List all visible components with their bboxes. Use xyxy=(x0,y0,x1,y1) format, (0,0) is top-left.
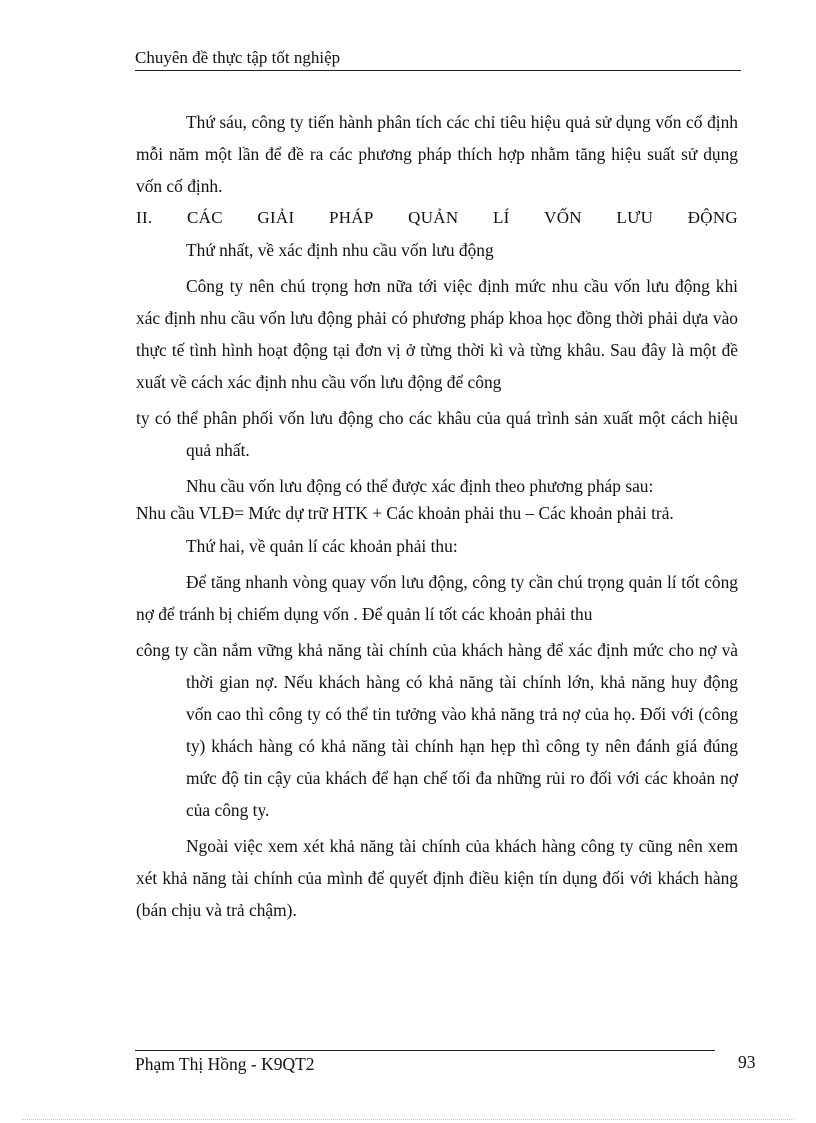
section-word: PHÁP xyxy=(328,208,374,227)
paragraph-9: Ngoài việc xem xét khả năng tài chính của khách hàng công ty cũng nên xem xét khả năng tài chính của mình để quyết định điều kiện tín dụng đối với khách hàng (bán chịu và trả chậm). xyxy=(136,836,738,920)
section-word: VỐN xyxy=(544,208,582,227)
footer-author: Phạm Thị Hồng - K9QT2 xyxy=(135,1054,315,1074)
section-word: QUẢN xyxy=(408,208,459,227)
paragraph-3: Công ty nên chú trọng hơn nữa tới việc định mức nhu cầu vốn lưu động khi xác định nhu cầu vốn lưu động phải có phương pháp khoa học đồng thời phải dựa vào thực tế tình hình hoạt động tại đơn vị ở từng thời kì và từng khâu. Sau đây là một đề xuất về cách xác định nhu cầu vốn lưu động để công xyxy=(136,276,738,392)
paragraph-6: Thứ hai, về quản lí các khoản phải thu: xyxy=(186,536,458,556)
page-header-title: Chuyên đề thực tập tốt nghiệp xyxy=(135,48,341,67)
page-number: 93 xyxy=(738,1052,756,1072)
section-heading xyxy=(136,202,738,234)
section-word: LÍ xyxy=(492,208,510,227)
paragraph-7: Để tăng nhanh vòng quay vốn lưu động, công ty cần chú trọng quản lí tốt công nợ để tránh bị chiếm dụng vốn . Để quản lí tốt các khoản phải thu xyxy=(136,572,738,624)
section-word: LƯU xyxy=(616,208,654,227)
section-word: ĐỘNG xyxy=(687,208,738,227)
header-divider xyxy=(135,70,741,71)
paragraph-2: Thứ nhất, về xác định nhu cầu vốn lưu động xyxy=(186,240,494,260)
formula-line: Nhu cầu VLĐ= Mức dự trữ HTK + Các khoản phải thu – Các khoản phải trả. xyxy=(136,503,674,523)
section-word: CÁC xyxy=(187,208,223,227)
paragraph-4: ty có thể phân phối vốn lưu động cho các khâu của quá trình sản xuất một cách hiệu quả nhất. xyxy=(136,408,738,460)
paragraph-1: Thứ sáu, công ty tiến hành phân tích các chỉ tiêu hiệu quả sử dụng vốn cố định mỗi năm một lần để đề ra các phương pháp thích hợp nhằm tăng hiệu suất sử dụng vốn cố định. xyxy=(136,112,738,196)
footer-divider xyxy=(135,1050,715,1051)
page-edge-line xyxy=(22,1119,794,1120)
section-word: GIẢI xyxy=(257,208,295,227)
page-body xyxy=(136,106,738,926)
section-word: II. xyxy=(136,208,153,227)
paragraph-5: Nhu cầu vốn lưu động có thể được xác định theo phương pháp sau: xyxy=(186,476,654,496)
paragraph-8: công ty cần nắm vững khả năng tài chính của khách hàng để xác định mức cho nợ và thời gian nợ. Nếu khách hàng có khả năng tài chính lớn, khả năng huy động vốn cao thì công ty có thể tin tưởng vào khả năng trả nợ của họ. Đối với (công ty) khách hàng có khả năng tài chính hạn hẹp thì công ty nên đánh giá đúng mức độ tin cậy của khách để hạn chế tối đa những rủi ro đối với các khoản nợ của công ty. xyxy=(136,640,738,820)
